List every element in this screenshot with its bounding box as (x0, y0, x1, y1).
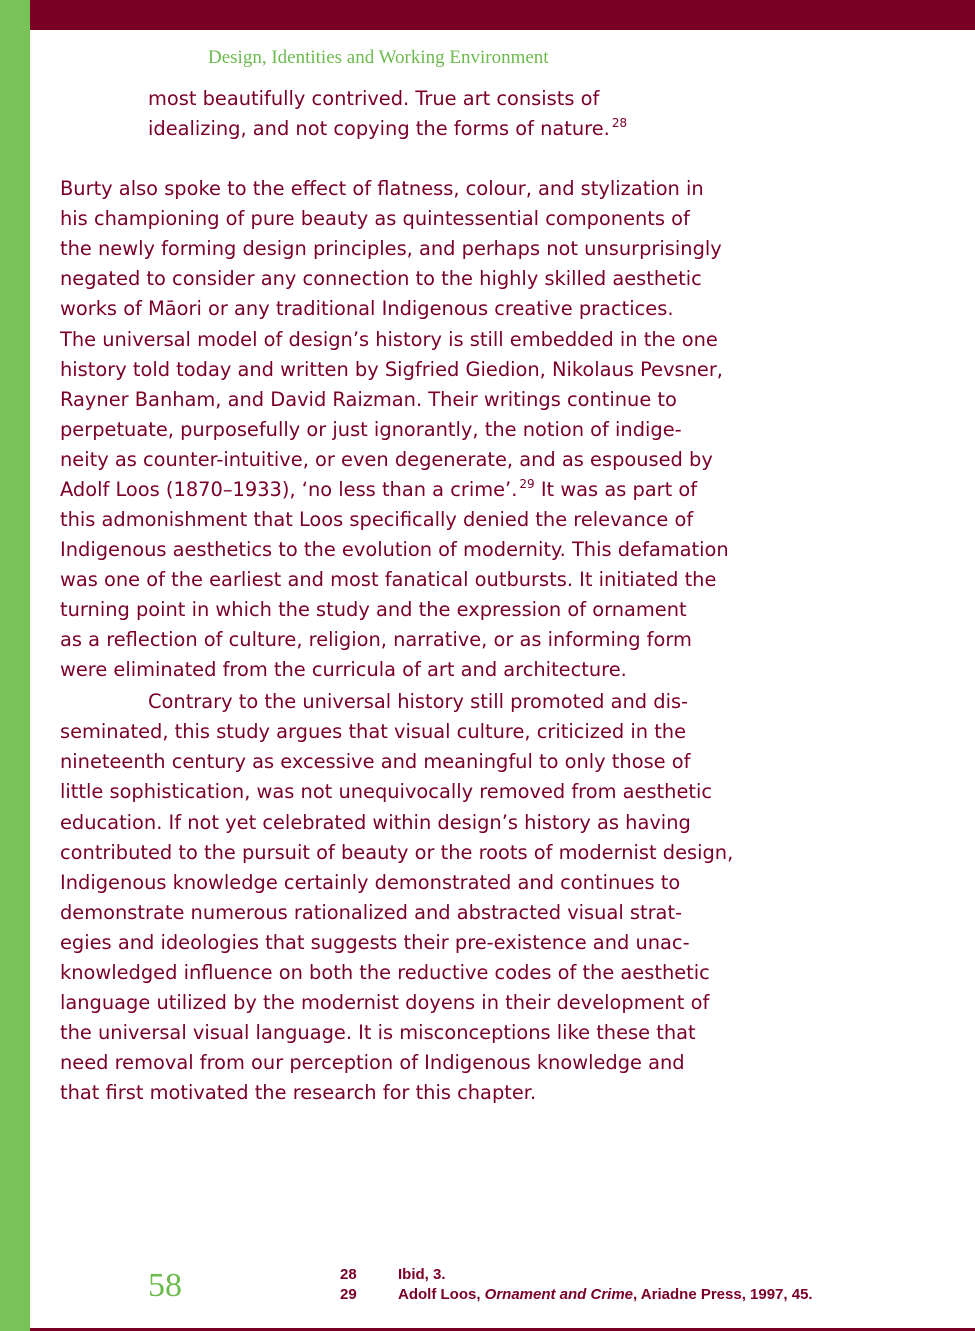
paragraph-line: history told today and written by Sigfried Giedion, Nikolaus Pevsner, (60, 358, 723, 381)
paragraph-line: Rayner Banham, and David Raizman. Their writings continue to (60, 388, 677, 411)
quote-line: most beautifully contrived. True art consists of (148, 87, 600, 110)
quote-line-with-footnote (148, 117, 627, 140)
paragraph-line: seminated, this study argues that visual culture, criticized in the (60, 720, 687, 743)
paragraph-line: the newly forming design principles, and perhaps not unsurprisingly (60, 237, 722, 260)
paragraph-line: works of Māori or any traditional Indigenous creative practices. (60, 297, 674, 320)
paragraph-line: Indigenous knowledge certainly demonstrated and continues to (60, 871, 681, 894)
footnote-publisher: , Ariadne Press, 1997, 45. (633, 1286, 813, 1303)
paragraph-line: that first motivated the research for this chapter. (60, 1081, 537, 1104)
paragraph-first-line: Contrary to the universal history still promoted and dis- (148, 690, 689, 713)
paragraph-line: egies and ideologies that suggests their pre-existence and unac- (60, 931, 690, 954)
footnote-reference[interactable]: 29 (519, 477, 535, 491)
paragraph-line: was one of the earliest and most fanatical outbursts. It initiated the (60, 568, 717, 591)
paragraph-line: were eliminated from the curricula of art and architecture. (60, 658, 627, 681)
paragraph-line: as a reflection of culture, religion, narrative, or as informing form (60, 628, 692, 651)
paragraph-line: neity as counter-intuitive, or even degenerate, and as espoused by (60, 448, 713, 471)
paragraph-line: demonstrate numerous rationalized and abstracted visual strat- (60, 901, 683, 924)
paragraph-line: perpetuate, purposefully or just ignorantly, the notion of indige- (60, 418, 682, 441)
paragraph-line: Burty also spoke to the effect of flatness, colour, and stylization in (60, 177, 704, 200)
paragraph-line: this admonishment that Loos specifically denied the relevance of (60, 508, 694, 531)
left-accent-bar (0, 0, 30, 1331)
footnote-title: Ornament and Crime (484, 1286, 634, 1303)
paragraph-text: It was as part of (534, 478, 698, 501)
footnote-citation (398, 1286, 813, 1303)
footnote-number: 28 (340, 1266, 357, 1283)
footnote-reference[interactable]: 28 (611, 116, 628, 130)
paragraph-line: his championing of pure beauty as quintessential components of (60, 207, 690, 230)
paragraph-line: Indigenous aesthetics to the evolution of modernity. This defamation (60, 538, 729, 561)
paragraph-line: the universal visual language. It is misconceptions like these that (60, 1021, 696, 1044)
paragraph-line: knowledged influence on both the reductive codes of the aesthetic (60, 961, 710, 984)
paragraph-line: The universal model of design’s history is still embedded in the one (60, 328, 718, 351)
paragraph-line: negated to consider any connection to the highly skilled aesthetic (60, 267, 702, 290)
paragraph-line: nineteenth century as excessive and meaningful to only those of (60, 750, 691, 773)
paragraph-text: Adolf Loos (1870–1933), ‘no less than a crime’. (60, 478, 518, 501)
paragraph-line: little sophistication, was not unequivocally removed from aesthetic (60, 780, 713, 803)
page-number: 58 (148, 1267, 182, 1304)
paragraph-line: contributed to the pursuit of beauty or the roots of modernist design, (60, 841, 734, 864)
footnote-text: Ibid, 3. (398, 1266, 446, 1283)
paragraph-line: education. If not yet celebrated within design’s history as having (60, 811, 691, 834)
paragraph-line: turning point in which the study and the expression of ornament (60, 598, 687, 621)
running-head: Design, Identities and Working Environment (208, 47, 549, 68)
footnote-author: Adolf Loos, (398, 1286, 485, 1303)
paragraph-line: need removal from our perception of Indigenous knowledge and (60, 1051, 685, 1074)
paragraph-line-with-footnote (60, 478, 697, 501)
top-header-bar (30, 0, 975, 30)
paragraph-line: language utilized by the modernist doyens in their development of (60, 991, 710, 1014)
quote-text: idealizing, and not copying the forms of nature. (148, 117, 610, 140)
footnote-number: 29 (340, 1286, 357, 1303)
